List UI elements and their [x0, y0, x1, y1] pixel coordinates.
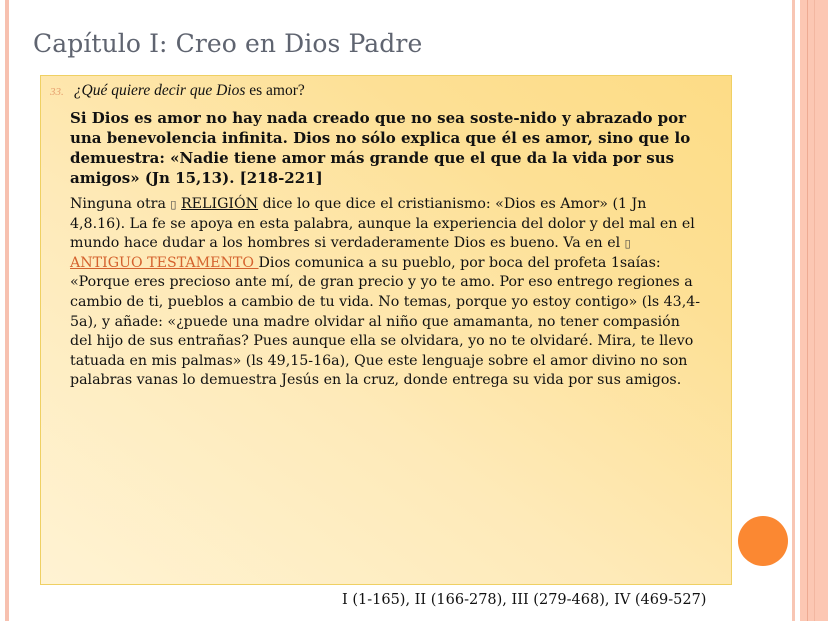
- body-line: tatuada en mis palmas» (ls 49,15-16a), Que este lenguaje sobre el amor divino no son: [70, 352, 688, 369]
- body-line: 5a), y añade: «¿puede una madre olvidar al niño que amamanta, no tener compasión: [70, 313, 680, 330]
- question-line: [50, 82, 305, 100]
- right-decorative-line: [792, 0, 795, 621]
- left-decorative-stripe: [5, 0, 9, 621]
- body-line: [70, 234, 730, 254]
- body-line: palabras vanas lo demuestra Jesús en la cruz, donde entrega su vida por sus amigos.: [70, 372, 682, 389]
- question-text-tail: es amor?: [245, 82, 305, 99]
- right-band-inner-line: [814, 0, 815, 621]
- right-decorative-band: [800, 0, 828, 621]
- answer-line: Si Dios es amor no hay nada creado que no sea soste-nido y abrazado por: [70, 109, 687, 127]
- answer-line: amigos» (Jn 15,13). [218-221]: [70, 169, 323, 187]
- body-paragraph: [70, 195, 730, 391]
- missing-glyph-icon: ▯: [624, 237, 631, 251]
- body-text-fragment: mundo hace dudar a los hombres si verdaderamente Dios es bueno. Va en el: [70, 235, 625, 252]
- answer-line: demuestra: «Nadie tiene amor más grande que el que da la vida por sus: [70, 149, 675, 167]
- answer-summary: [70, 108, 730, 188]
- body-text-fragment: dice lo que dice el cristianismo: «Dios es Amor» (1 Jn: [258, 196, 647, 212]
- body-line: [70, 195, 730, 215]
- question-text: ¿Qué quiere decir que Dios: [73, 82, 246, 99]
- question-number: 33.: [50, 86, 64, 98]
- slide-title: Capítulo I: Creo en Dios Padre: [33, 29, 423, 58]
- body-line: 4,8.16). La fe se apoya en esta palabra, aunque la experiencia del dolor y del mal en el: [70, 215, 695, 232]
- answer-line: una benevolencia infinita. Dios no sólo explica que él es amor, sino que lo: [70, 129, 691, 147]
- chapter-ranges-footer: I (1-165), II (166-278), III (279-468), IV (469-527): [342, 592, 707, 608]
- missing-glyph-icon: ▯: [170, 198, 177, 211]
- body-text-fragment: Dios comunica a su pueblo, por boca del profeta 1saías:: [258, 254, 661, 271]
- antiguo-testamento-link[interactable]: ANTIGUO TESTAMENTO: [70, 254, 259, 271]
- body-text-fragment: Ninguna otra: [70, 196, 171, 212]
- body-line: del hijo de sus entrañas? Pues aunque ella se olvidara, yo no te olvidaré. Mira, te llevo: [70, 333, 694, 350]
- body-line: «Porque eres precioso ante mí, de gran precio y yo te amo. Por eso entrego regiones a: [70, 274, 693, 291]
- religion-link[interactable]: RELIGIÓN: [181, 196, 259, 212]
- body-line: [70, 254, 730, 274]
- orange-circle-icon: [738, 516, 788, 566]
- body-line: cambio de ti, pueblos a cambio de tu vida. No temas, porque yo estoy contigo» (ls 43,4-: [70, 293, 701, 310]
- content-box: [40, 75, 732, 585]
- right-band-inner-line: [807, 0, 808, 621]
